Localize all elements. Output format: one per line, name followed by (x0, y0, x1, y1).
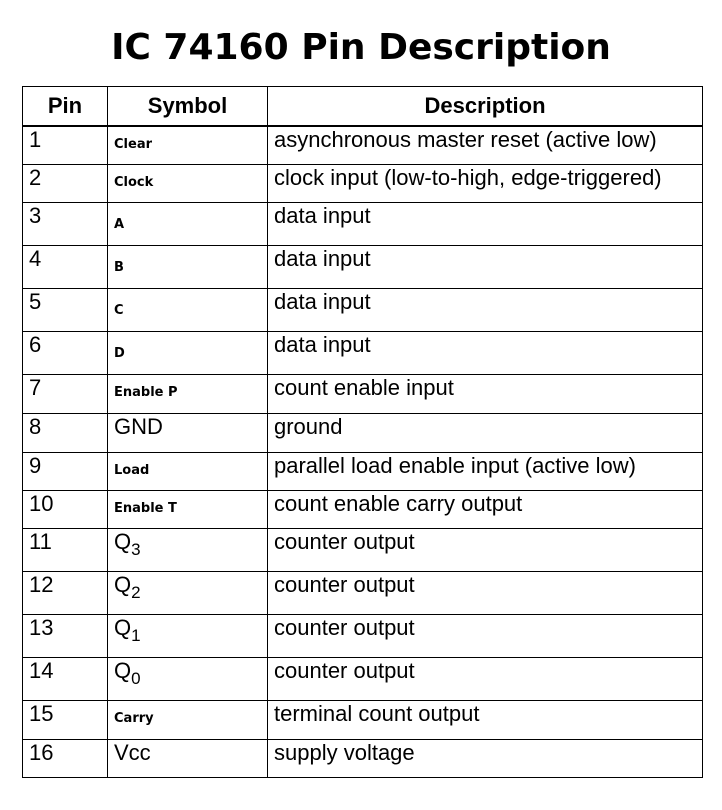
symbol-cell (108, 452, 268, 490)
table-body (23, 126, 703, 777)
table-row (23, 571, 703, 614)
pin-number-cell: 7 (23, 374, 108, 413)
symbol-subscript: 1 (131, 625, 141, 645)
description-cell: ground (268, 413, 703, 452)
pin-number-cell: 9 (23, 452, 108, 490)
page-title: IC 74160 Pin Description (111, 27, 611, 68)
table-header-row (23, 87, 703, 127)
symbol-label (114, 260, 124, 275)
symbol-text: Q (114, 657, 132, 683)
symbol-text: Enable T (114, 500, 177, 516)
table-row (23, 164, 703, 202)
description-cell: counter output (268, 528, 703, 571)
symbol-text: Clock (114, 174, 154, 190)
table-row (23, 657, 703, 700)
table-row (23, 700, 703, 739)
symbol-label (114, 385, 178, 400)
symbol-cell (108, 202, 268, 245)
description-cell: counter output (268, 614, 703, 657)
symbol-cell (108, 331, 268, 374)
pin-number-cell: 13 (23, 614, 108, 657)
pin-number-cell: 10 (23, 490, 108, 528)
symbol-cell (108, 700, 268, 739)
table-row (23, 739, 703, 777)
table-row (23, 245, 703, 288)
symbol-cell (108, 374, 268, 413)
symbol-text: B (114, 259, 124, 275)
table-row (23, 331, 703, 374)
symbol-label (114, 137, 152, 152)
pin-number-cell: 11 (23, 528, 108, 571)
table-row (23, 452, 703, 490)
description-cell: terminal count output (268, 700, 703, 739)
description-cell: count enable carry output (268, 490, 703, 528)
header-description: Description (268, 87, 703, 127)
symbol-cell (108, 245, 268, 288)
symbol-cell (108, 657, 268, 700)
table-row (23, 374, 703, 413)
pin-number-cell: 1 (23, 126, 108, 164)
pin-number-cell: 2 (23, 164, 108, 202)
description-cell: clock input (low-to-high, edge-triggered) (268, 164, 703, 202)
symbol-label (114, 501, 177, 516)
description-cell: data input (268, 331, 703, 374)
pin-number-cell: 6 (23, 331, 108, 374)
symbol-subscript: 2 (131, 582, 141, 602)
symbol-text: Carry (114, 710, 154, 726)
pin-number-cell: 5 (23, 288, 108, 331)
symbol-text: Clear (114, 137, 152, 152)
description-cell: parallel load enable input (active low) (268, 452, 703, 490)
symbol-text: Vcc (114, 739, 151, 765)
symbol-label (114, 346, 125, 361)
description-cell: data input (268, 245, 703, 288)
symbol-label (114, 657, 141, 688)
table-row (23, 413, 703, 452)
symbol-label (114, 571, 141, 602)
symbol-label (114, 175, 153, 190)
description-cell: data input (268, 288, 703, 331)
table-row (23, 528, 703, 571)
symbol-text: Q (114, 528, 132, 554)
symbol-subscript: 3 (131, 539, 141, 559)
table-row (23, 614, 703, 657)
symbol-label (114, 528, 141, 559)
symbol-text: Enable P (114, 384, 178, 400)
symbol-label (114, 414, 163, 439)
symbol-text: D (114, 345, 125, 361)
symbol-text: Q (114, 571, 132, 597)
symbol-label (114, 463, 149, 478)
symbol-label (114, 614, 141, 645)
description-cell: counter output (268, 571, 703, 614)
pin-number-cell: 3 (23, 202, 108, 245)
symbol-cell (108, 126, 268, 164)
symbol-cell (108, 288, 268, 331)
pin-number-cell: 8 (23, 413, 108, 452)
symbol-subscript: 0 (131, 668, 141, 688)
symbol-cell (108, 614, 268, 657)
symbol-label (114, 303, 124, 318)
pin-description-table (22, 86, 703, 778)
symbol-label (114, 711, 154, 726)
description-cell: supply voltage (268, 739, 703, 777)
symbol-cell (108, 164, 268, 202)
symbol-text: C (114, 302, 124, 318)
pin-number-cell: 12 (23, 571, 108, 614)
symbol-cell (108, 413, 268, 452)
table-row (23, 288, 703, 331)
symbol-text: Load (114, 462, 150, 478)
symbol-text: A (114, 216, 125, 232)
symbol-cell (108, 528, 268, 571)
symbol-label (114, 740, 151, 765)
table-row (23, 202, 703, 245)
pin-number-cell: 4 (23, 245, 108, 288)
description-cell: asynchronous master reset (active low) (268, 126, 703, 164)
symbol-text: GND (114, 413, 163, 439)
symbol-label (114, 217, 124, 232)
pin-number-cell: 16 (23, 739, 108, 777)
header-pin: Pin (23, 87, 108, 127)
pin-number-cell: 15 (23, 700, 108, 739)
symbol-cell (108, 571, 268, 614)
description-cell: counter output (268, 657, 703, 700)
description-cell: count enable input (268, 374, 703, 413)
header-symbol: Symbol (108, 87, 268, 127)
symbol-cell (108, 739, 268, 777)
pin-number-cell: 14 (23, 657, 108, 700)
table-row (23, 126, 703, 164)
symbol-text: Q (114, 614, 132, 640)
symbol-cell (108, 490, 268, 528)
description-cell: data input (268, 202, 703, 245)
table-row (23, 490, 703, 528)
